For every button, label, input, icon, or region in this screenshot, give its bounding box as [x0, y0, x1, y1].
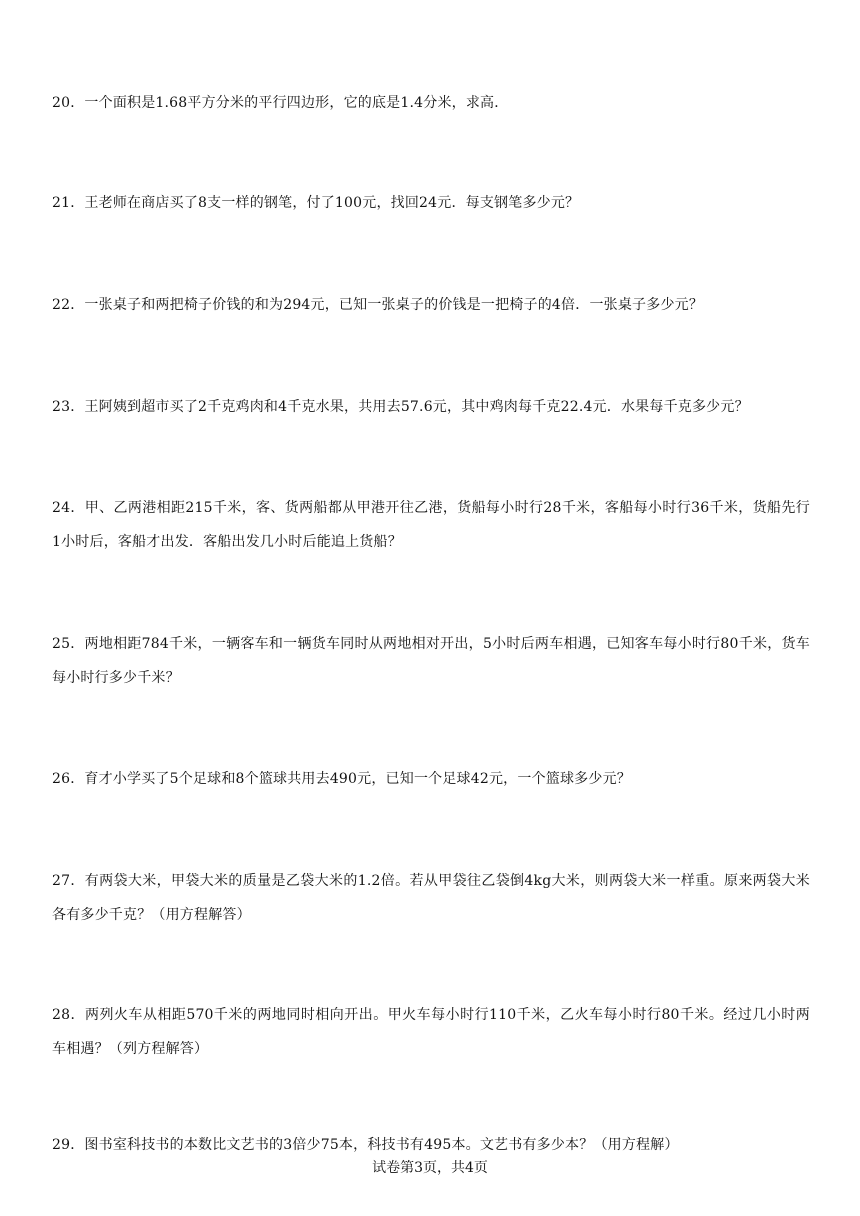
question-20: 20．一个面积是1.68平方分米的平行四边形，它的底是1.4分米，求高． [52, 95, 509, 111]
question-29: 29．图书室科技书的本数比文艺书的3倍少75本，科技书有495本。文艺书有多少本？（用方程解） [52, 1137, 679, 1153]
question-21: 21．王老师在商店买了8支一样的钢笔，付了100元，找回24元．每支钢笔多少元？ [52, 195, 580, 211]
question-25: 25．两地相距784千米，一辆客车和一辆货车同时从两地相对开出，5小时后两车相遇，已知客车每小时行80千米，货车每小时行多少千米？ [52, 636, 810, 686]
question-22: 22．一张桌子和两把椅子价钱的和为294元，已知一张桌子的价钱是一把椅子的4倍．一张桌子多少元？ [52, 297, 704, 313]
question-28: 28．两列火车从相距570千米的两地同时相向开出。甲火车每小时行110千米，乙火车每小时行80千米。经过几小时两车相遇？（列方程解答） [52, 1007, 810, 1057]
question-27: 27．有两袋大米，甲袋大米的质量是乙袋大米的1.2倍。若从甲袋往乙袋倒4kg大米，则两袋大米一样重。原来两袋大米各有多少千克？（用方程解答） [52, 873, 810, 923]
page-footer: 试卷第3页，共4页 [372, 1160, 488, 1176]
question-26: 26．育才小学买了5个足球和8个篮球共用去490元，已知一个足球42元，一个篮球多少元？ [52, 771, 631, 787]
question-23: 23．王阿姨到超市买了2千克鸡肉和4千克水果，共用去57.6元，其中鸡肉每千克22.4元．水果每千克多少元？ [52, 399, 749, 415]
question-24: 24．甲、乙两港相距215千米，客、货两船都从甲港开往乙港，货船每小时行28千米，客船每小时行36千米，货船先行1小时后，客船才出发．客船出发几小时后能追上货船？ [52, 500, 810, 550]
